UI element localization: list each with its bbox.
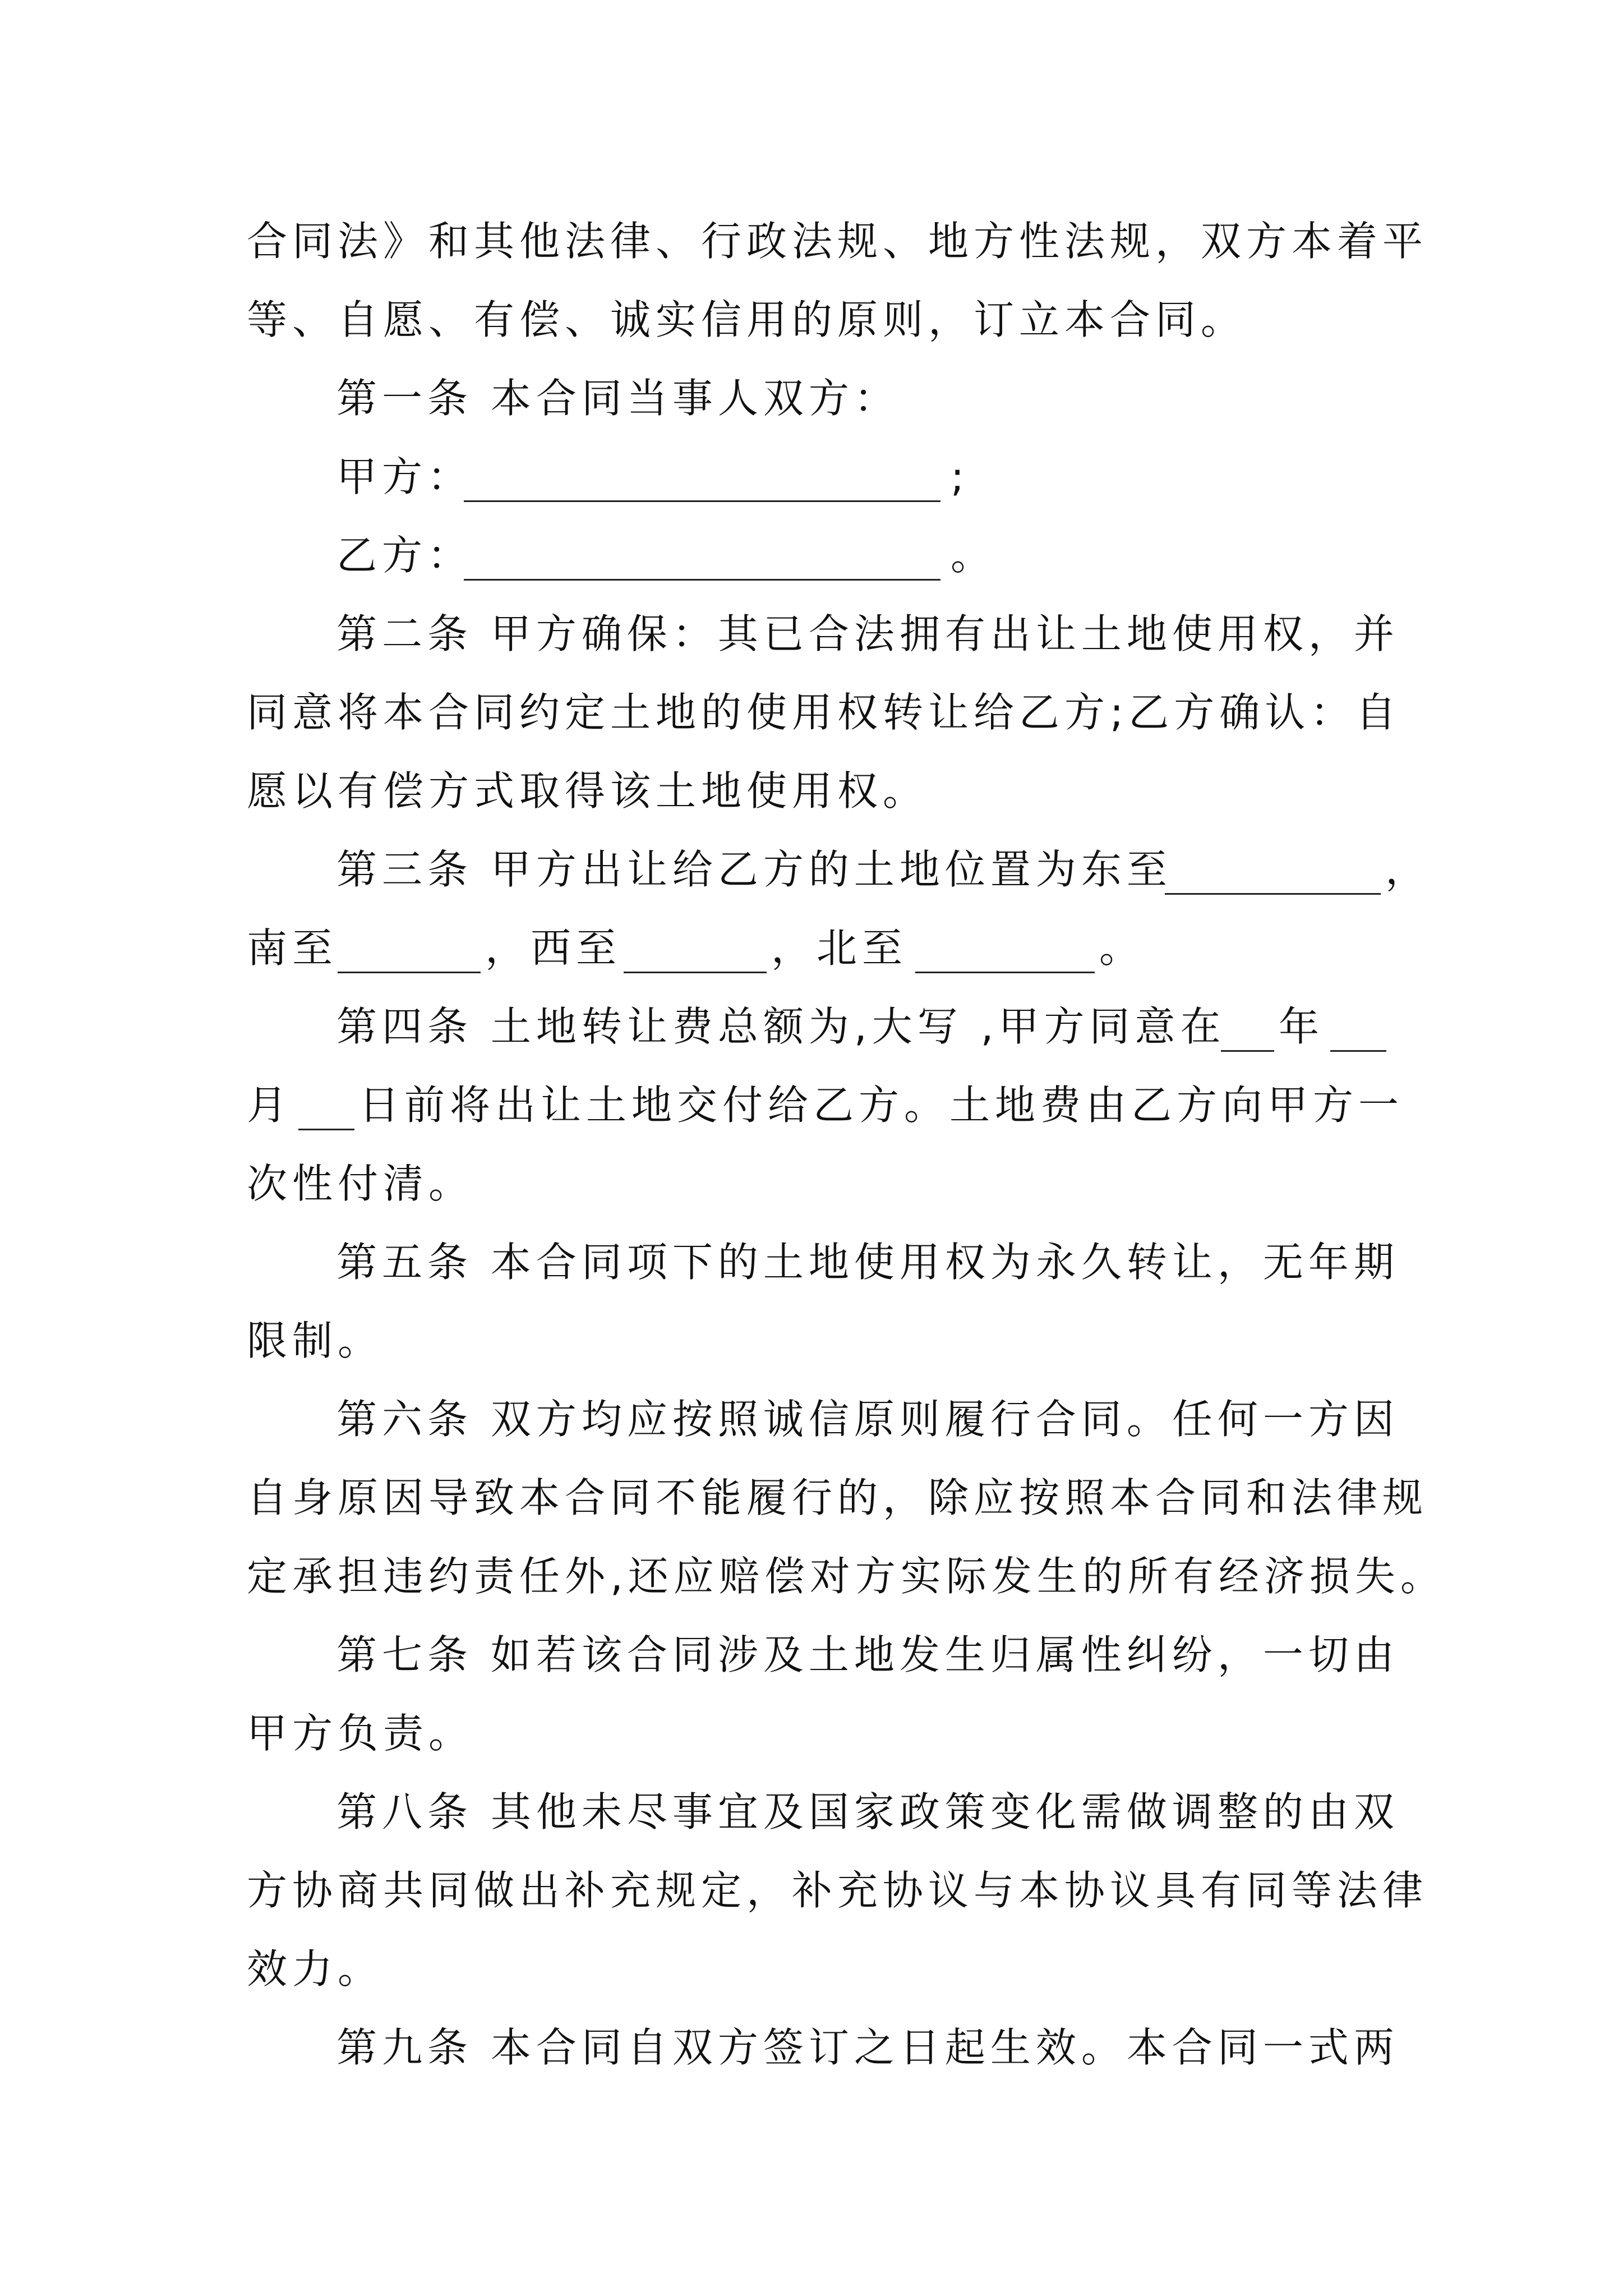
text-line: 第六条 双方均应按照诚信原则履行合同。任何一方因	[336, 1396, 1399, 1443]
article-1-title	[0, 359, 1623, 438]
month-label: 月	[247, 1082, 293, 1129]
article-6-line-3	[0, 1537, 1623, 1616]
article-2-line-1	[0, 595, 1623, 673]
text-line: 甲方负责。	[247, 1710, 474, 1757]
party-a-blank	[464, 460, 940, 502]
text-line: 第四条 土地转让费总额为,大写 ,甲方同意在	[336, 1003, 1226, 1050]
comma: ，	[1385, 846, 1431, 893]
party-b-label: 乙方：	[336, 532, 473, 579]
article-4-line-1	[0, 987, 1623, 1066]
text-line: 第三条 甲方出让给乙方的土地位置为东至	[336, 846, 1172, 893]
article-6-line-1	[0, 1380, 1623, 1458]
text-line: 限制。	[247, 1317, 384, 1364]
east-boundary-blank	[1165, 853, 1381, 895]
west-boundary-blank	[624, 931, 767, 973]
year-label: 年	[1279, 1003, 1325, 1050]
period: 。	[1099, 924, 1145, 972]
year-blank	[1221, 1010, 1274, 1052]
text-line: 方协商共同做出补充规定，补充协议与本协议具有同等法律	[247, 1867, 1428, 1914]
day-blank	[298, 1088, 354, 1130]
text-line: 愿以有偿方式取得该土地使用权。	[247, 767, 929, 815]
article-6-line-2	[0, 1458, 1623, 1537]
party-b-end: 。	[951, 532, 997, 579]
party-a-line	[0, 438, 1623, 516]
north-label: ，北至	[771, 924, 908, 972]
article-8-line-3	[0, 1930, 1623, 2008]
text-line: 第一条 本合同当事人双方：	[336, 375, 900, 422]
party-a-end: ;	[951, 453, 970, 500]
north-boundary-blank	[915, 931, 1095, 973]
text-line: 第八条 其他未尽事宜及国家政策变化需做调整的由双	[336, 1788, 1399, 1835]
article-4-line-3	[0, 1144, 1623, 1223]
south-boundary-blank	[338, 931, 481, 973]
party-b-line	[0, 516, 1623, 595]
text-line: 合同法》和其他法律、行政法规、地方性法规，双方本着平	[247, 218, 1428, 265]
paragraph-line	[0, 202, 1623, 280]
text-line: 第五条 本合同项下的土地使用权为永久转让，无年期	[336, 1239, 1399, 1286]
text-line: 定承担违约责任外,还应赔偿对方实际发生的所有经济损失。	[247, 1553, 1446, 1600]
article-4-line-2	[0, 1066, 1623, 1144]
text-line: 效力。	[247, 1945, 384, 1993]
text-line: 次性付清。	[247, 1160, 474, 1207]
article-5-line-1	[0, 1223, 1623, 1301]
party-a-label: 甲方：	[336, 453, 473, 500]
text-line: 第二条 甲方确保：其已合法拥有出让土地使用权，并	[336, 610, 1399, 657]
article-2-line-2	[0, 673, 1623, 752]
text-line: 自身原因导致本合同不能履行的，除应按照本合同和法律规	[247, 1474, 1428, 1521]
article-5-line-2	[0, 1301, 1623, 1380]
article-8-line-2	[0, 1851, 1623, 1930]
article-9-line-1	[0, 2008, 1623, 2087]
text-line: 等、自愿、有偿、诚实信用的原则，订立本合同。	[247, 296, 1247, 343]
article-8-line-1	[0, 1773, 1623, 1851]
text-line: 日前将出让土地交付给乙方。土地费由乙方向甲方一	[359, 1082, 1404, 1129]
text-line: 第七条 如若该合同涉及土地发生归属性纠纷，一切由	[336, 1631, 1399, 1678]
article-3-line-2	[0, 909, 1623, 987]
text-line: 第九条 本合同自双方签订之日起生效。本合同一式两	[336, 2024, 1399, 2071]
west-label: ，西至	[485, 924, 622, 972]
south-label: 南至	[247, 924, 338, 972]
article-2-line-3	[0, 752, 1623, 830]
article-7-line-2	[0, 1694, 1623, 1773]
article-3-line-1	[0, 830, 1623, 909]
month-blank	[1330, 1010, 1386, 1052]
paragraph-line	[0, 280, 1623, 359]
party-b-blank	[464, 539, 940, 581]
article-7-line-1	[0, 1616, 1623, 1694]
text-line: 同意将本合同约定土地的使用权转让给乙方;乙方确认：自	[247, 689, 1401, 736]
